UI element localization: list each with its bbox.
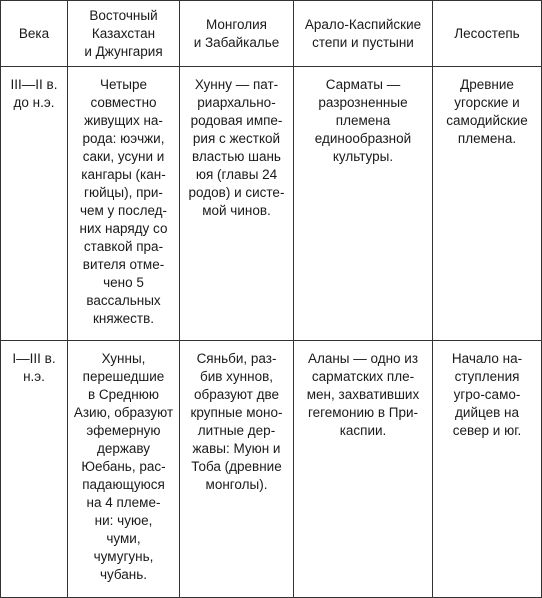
header-forest-steppe: Лесостепь: [433, 1, 542, 67]
cell-mongolia: Сяньби, раз- бив хуннов, образуют две крупные моно- литные дер- жавы: Муюн и Тоба (древние монголы).: [180, 341, 294, 598]
table-row: [1, 67, 542, 341]
header-kazakhstan: Восточный Казахстан и Джунгария: [68, 1, 180, 67]
cell-aral-caspian: Сарматы — разрозненные племена единообразной культуры.: [294, 67, 433, 341]
table-row: [1, 341, 542, 598]
header-aral-caspian: Арало-Каспийские степи и пустыни: [294, 1, 433, 67]
cell-forest-steppe: Начало на- ступления угро-само- дийцев на север и юг.: [433, 341, 542, 598]
cell-forest-steppe: Древние угорские и самодийские племена.: [433, 67, 542, 341]
header-mongolia: Монголия и Забайкалье: [180, 1, 294, 67]
cell-kazakhstan: Четыре совместно живущих на- рода: юэчжи, саки, усуни и кангары (кан- гюйцы), при- чем у послед- них наряду со ставкой пра- вителя отме- чено 5 вассальных княжеств.: [68, 67, 180, 341]
header-centuries: Века: [1, 1, 68, 67]
cell-mongolia: Хунну — пат- риархально- родовая импе- рия с жесткой властью шань юя (главы 24 родов) и систе- мой чинов.: [180, 67, 294, 341]
cell-kazakhstan: Хунны, перешедшие в Среднюю Азию, образуют эфемерную державу Юебань, рас- падающуюся на 4 племе- ни: чуюе, чуми, чумугунь, чубань.: [68, 341, 180, 598]
cell-period: III—II в. до н.э.: [1, 67, 68, 341]
cell-aral-caspian: Аланы — одно из сарматских пле- мен, захвативших гегемонию в При- каспии.: [294, 341, 433, 598]
cell-period: I—III в. н.э.: [1, 341, 68, 598]
table-header-row: [1, 1, 542, 67]
